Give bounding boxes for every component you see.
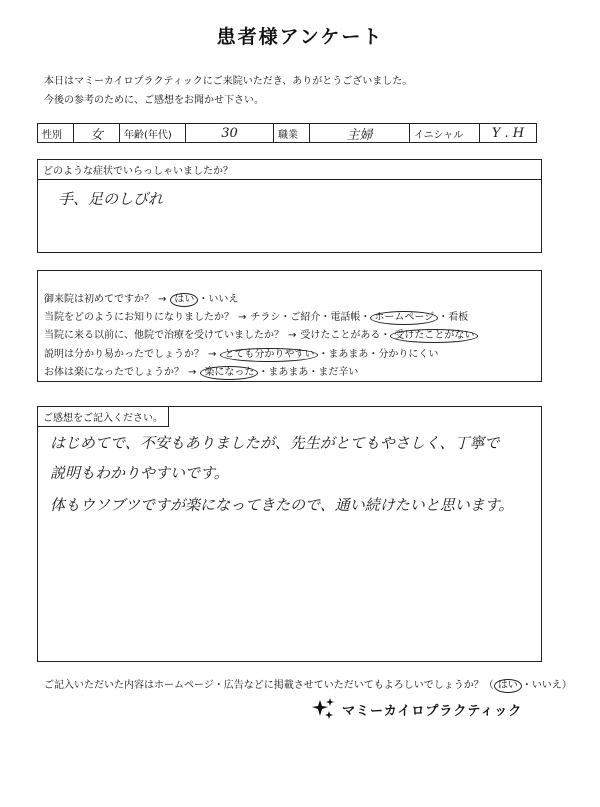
answer-option: ホームページ bbox=[370, 311, 438, 325]
publish-close-paren: ） bbox=[561, 680, 572, 691]
initial-label: イニシャル bbox=[410, 124, 480, 142]
question-row bbox=[44, 290, 238, 307]
publish-yes-option: はい bbox=[494, 679, 522, 693]
question-text: お体は楽になったでしょうか？ bbox=[44, 367, 184, 378]
publish-no-option: いいえ bbox=[531, 680, 562, 691]
answer-option: 受けたことがない bbox=[390, 329, 478, 343]
option-separator: ・ bbox=[280, 312, 291, 323]
answer-option: まあまあ bbox=[328, 349, 369, 360]
comment-line-3: 体もウソブツですが楽になってきたので、通い続けたいと思います。 bbox=[50, 496, 514, 514]
question-text: 御来院は初めてですか？ bbox=[44, 294, 154, 305]
question-row bbox=[44, 308, 468, 325]
question-text: 当院に来る以前に、他院で治療を受けていましたか？ bbox=[44, 330, 284, 341]
question-row bbox=[44, 345, 438, 362]
arrow-icon: → bbox=[208, 349, 217, 360]
question-text: 説明は分かり易かったでしょうか？ bbox=[44, 349, 204, 360]
answer-option: 電話帳 bbox=[330, 312, 361, 323]
respondent-info-row bbox=[37, 123, 537, 143]
gender-label: 性別 bbox=[38, 124, 74, 142]
option-separator: ・ bbox=[198, 294, 209, 305]
publish-question-text: ご記入いただいた内容はホームページ・広告などに掲載させていただいてもよろしいでしょうか？（ bbox=[44, 680, 494, 691]
job-value: 主婦 bbox=[310, 124, 410, 142]
answer-option: ご紹介 bbox=[290, 312, 321, 323]
symptoms-question: どのような症状でいらっしゃいましたか？ bbox=[38, 160, 541, 180]
option-separator: ・ bbox=[360, 312, 371, 323]
publish-permission-question bbox=[44, 676, 572, 693]
answer-option: 分かりにくい bbox=[378, 349, 439, 360]
comment-line-1: はじめてで、不安もありましたが、先生がとてもやさしく、丁寧で bbox=[50, 434, 500, 452]
option-separator: ・ bbox=[320, 312, 331, 323]
symptoms-answer: 手、足のしびれ bbox=[58, 190, 164, 208]
option-separator: ・ bbox=[318, 349, 329, 360]
clinic-logo bbox=[312, 698, 522, 720]
initial-value: Y . H bbox=[491, 125, 525, 141]
question-text: 当院をどのようにお知りになりましたか？ bbox=[44, 312, 234, 323]
sparkle-logo-icon bbox=[312, 698, 336, 720]
clinic-logo-text: マミーカイロプラクティック bbox=[342, 703, 523, 719]
answer-option: 看板 bbox=[448, 312, 469, 323]
option-separator: ・ bbox=[258, 367, 269, 378]
page-title: 患者様アンケート bbox=[216, 26, 384, 48]
age-value: 30 bbox=[186, 124, 274, 142]
question-row bbox=[44, 363, 358, 380]
arrow-icon: → bbox=[158, 294, 167, 305]
option-separator: ・ bbox=[308, 367, 319, 378]
intro-line-2: 今後の参考のために、ご感想をお聞かせ下さい。 bbox=[44, 95, 264, 106]
arrow-icon: → bbox=[288, 330, 297, 341]
gender-value: 女 bbox=[74, 124, 120, 142]
answer-option: チラシ bbox=[250, 312, 281, 323]
option-separator: ・ bbox=[380, 330, 391, 341]
answer-option: とても分かりやすい bbox=[220, 348, 318, 362]
answer-option: 楽になった bbox=[200, 366, 258, 380]
arrow-icon: → bbox=[188, 367, 197, 378]
job-label: 職業 bbox=[274, 124, 310, 142]
question-row bbox=[44, 326, 478, 343]
option-separator: ・ bbox=[368, 349, 379, 360]
answer-option: いいえ bbox=[208, 294, 239, 305]
comment-line-2: 説明もわかりやすいです。 bbox=[50, 464, 229, 482]
answer-option: まあまあ bbox=[268, 367, 309, 378]
option-separator: ・ bbox=[438, 312, 449, 323]
comments-header: ご感想をご記入ください。 bbox=[38, 407, 169, 427]
arrow-icon: → bbox=[238, 312, 247, 323]
answer-option: まだ辛い bbox=[318, 367, 359, 378]
answer-option: はい bbox=[170, 293, 198, 307]
intro-line-1: 本日はマミーカイロプラクティックにご来院いただき、ありがとうございました。 bbox=[44, 76, 413, 87]
age-label: 年齢(年代) bbox=[120, 124, 186, 142]
publish-separator: ・ bbox=[521, 680, 532, 691]
answer-option: 受けたことがある bbox=[300, 330, 381, 341]
